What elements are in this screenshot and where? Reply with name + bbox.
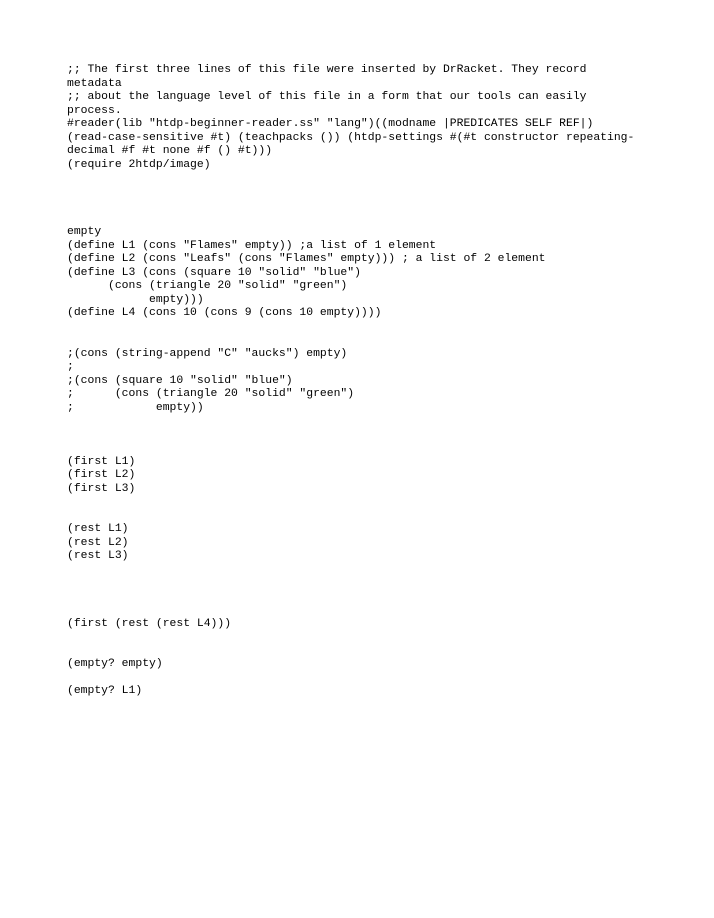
code-text-block (67, 64, 667, 699)
code-line: ; (67, 361, 74, 373)
code-line: ; (cons (triangle 20 "solid" "green") (67, 388, 355, 400)
code-line: (define L2 (cons "Leafs" (cons "Flames" empty))) ; a list of 2 element (67, 253, 546, 265)
blank-line (67, 415, 667, 429)
code-line: (first L1) (67, 455, 136, 468)
blank-line (67, 631, 667, 645)
code-line: (define L4 (cons 10 (cons 9 (cons 10 empty)))) (67, 307, 382, 319)
blank-line (67, 442, 667, 456)
code-line: ;(cons (square 10 "solid" "blue") (67, 374, 293, 387)
blank-line (67, 604, 667, 618)
code-line: (first L3) (67, 482, 136, 495)
code-line: (rest L2) (67, 536, 129, 549)
code-line: ;; about the language level of this file in a form that our tools can easily (67, 91, 587, 103)
code-line: (cons (triangle 20 "solid" "green") (67, 280, 348, 292)
blank-line (67, 510, 667, 524)
code-line: (require 2htdp/image) (67, 158, 211, 171)
code-line: (rest L3) (67, 550, 129, 562)
blank-line (67, 172, 667, 186)
code-line: empty (67, 226, 102, 238)
code-line: (first L2) (67, 469, 136, 481)
code-line: (read-case-sensitive #t) (teachpacks ()) (htdp-settings #(#t constructor repeating- (67, 131, 635, 144)
blank-line (67, 672, 667, 686)
code-line: empty))) (67, 293, 204, 306)
code-line: process. (67, 104, 122, 117)
blank-line (67, 199, 667, 213)
code-line: ; empty)) (67, 401, 204, 414)
code-line: (first (rest (rest L4))) (67, 617, 232, 630)
blank-line (67, 591, 667, 605)
blank-line (67, 213, 667, 227)
blank-line (67, 645, 667, 659)
code-line: (define L1 (cons "Flames" empty)) ;a list of 1 element (67, 239, 437, 252)
code-line: #reader(lib "htdp-beginner-reader.ss" "lang")((modname |PREDICATES SELF REF|) (67, 118, 594, 130)
blank-line (67, 429, 667, 443)
code-line: ;(cons (string-append "C" "aucks") empty) (67, 347, 348, 360)
code-line: (define L3 (cons (square 10 "solid" "blue") (67, 266, 361, 279)
blank-line (67, 334, 667, 348)
blank-line (67, 186, 667, 200)
blank-line (67, 496, 667, 510)
code-line: ;; The first three lines of this file were inserted by DrRacket. They record (67, 64, 587, 76)
blank-line (67, 321, 667, 335)
blank-line (67, 564, 667, 578)
code-line: (empty? L1) (67, 685, 143, 697)
code-line: (empty? empty) (67, 658, 163, 670)
blank-line (67, 577, 667, 591)
code-line: (rest L1) (67, 523, 129, 535)
code-line: decimal #f #t none #f () #t))) (67, 145, 273, 157)
code-line: metadata (67, 77, 122, 90)
